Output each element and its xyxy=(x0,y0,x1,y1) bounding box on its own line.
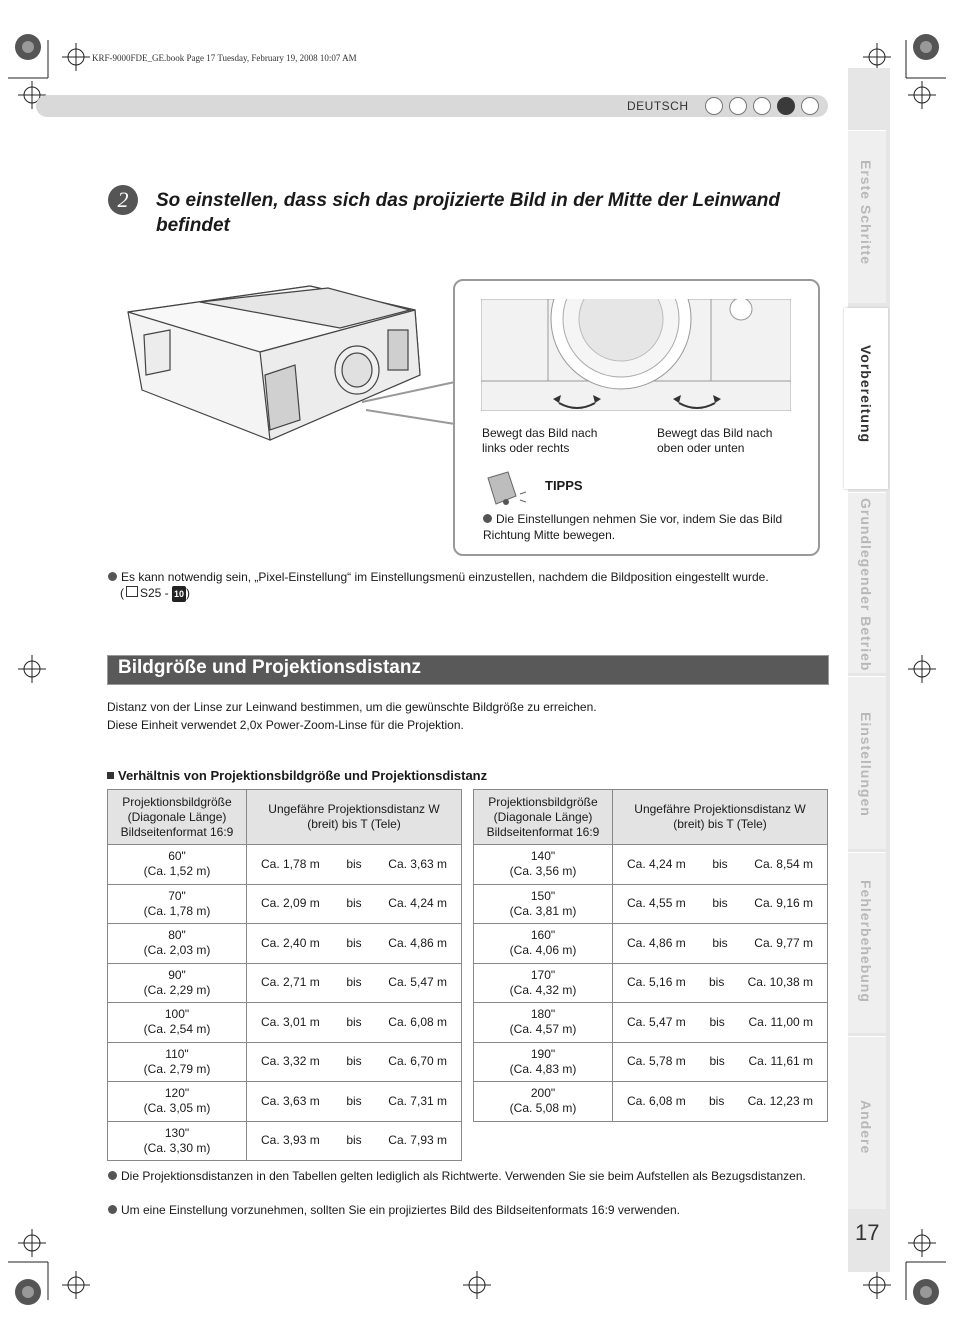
pixel-note: Es kann notwendig sein, „Pixel-Einstellung“ im Einstellungsmenü einzustellen, nachdem die Bildposition eingestellt wurde. ( S25 - 10 ) xyxy=(108,569,818,602)
distance-bis: bis xyxy=(712,935,728,950)
distance-tele: Ca. 7,93 m xyxy=(388,1133,447,1148)
distance-wide: Ca. 3,32 m xyxy=(261,1054,320,1069)
size-inches: 140" xyxy=(530,849,556,864)
size-meters: (Ca. 4,83 m) xyxy=(509,1061,577,1076)
distance-wide: Ca. 4,86 m xyxy=(627,935,686,950)
page-number: 17 xyxy=(855,1220,880,1245)
size-meters: (Ca. 3,56 m) xyxy=(509,864,577,879)
col-header-distance: Ungefähre Projektionsdistanz W (breit) bis T (Tele) xyxy=(613,790,828,845)
distance-tele: Ca. 3,63 m xyxy=(388,856,447,871)
footnote-text: Die Projektionsdistanzen in den Tabellen gelten lediglich als Richtwerte. Verwenden Sie sie beim Aufstellen als Bezugsdistanzen. xyxy=(121,1169,806,1183)
distance-bis: bis xyxy=(346,935,362,950)
distance-cell xyxy=(613,884,828,924)
distance-tele: Ca. 11,61 m xyxy=(748,1054,813,1069)
chapter-dot-1 xyxy=(705,97,723,115)
distance-wide: Ca. 1,78 m xyxy=(261,856,320,871)
tips-label: TIPPS xyxy=(545,478,583,493)
distance-cell xyxy=(613,963,828,1003)
table-row xyxy=(108,1121,462,1161)
ref-badge: 10 xyxy=(172,586,186,602)
table-row xyxy=(108,924,462,964)
distance-bis: bis xyxy=(709,1014,725,1029)
side-tab-label: Vorbereitung xyxy=(858,345,874,444)
size-inches: 100" xyxy=(164,1007,190,1022)
size-cell xyxy=(474,1003,613,1043)
size-meters: (Ca. 2,79 m) xyxy=(143,1061,211,1076)
distance-wide: Ca. 4,24 m xyxy=(627,856,686,871)
side-tab-label: Andere xyxy=(858,1100,874,1155)
distance-tele: Ca. 12,23 m xyxy=(747,1093,813,1108)
distance-wide: Ca. 4,55 m xyxy=(627,896,686,911)
size-cell xyxy=(474,924,613,964)
size-meters: (Ca. 1,52 m) xyxy=(143,864,211,879)
size-inches: 70" xyxy=(168,888,186,903)
distance-bis: bis xyxy=(346,975,362,990)
distance-cell xyxy=(613,1082,828,1122)
size-meters: (Ca. 5,08 m) xyxy=(509,1101,577,1116)
size-cell xyxy=(108,1003,247,1043)
step-title: So einstellen, dass sich das projizierte Bild in der Mitte der Leinwand befindet xyxy=(156,190,780,236)
distance-tele: Ca. 9,77 m xyxy=(754,935,813,950)
distance-cell xyxy=(613,845,828,885)
section-title: Bildgröße und Projektionsdistanz xyxy=(118,657,421,678)
size-meters: (Ca. 1,78 m) xyxy=(143,903,211,918)
col-header-size: Projektionsbildgröße (Diagonale Länge) Bildseitenformat 16:9 xyxy=(108,790,247,845)
chapter-dot-3 xyxy=(753,97,771,115)
distance-cell xyxy=(613,924,828,964)
size-meters: (Ca. 3,81 m) xyxy=(509,903,577,918)
table-row xyxy=(474,924,828,964)
table-row xyxy=(108,1042,462,1082)
step-number-badge: 2 xyxy=(108,185,138,215)
distance-tele: Ca. 5,47 m xyxy=(388,975,447,990)
size-inches: 150" xyxy=(530,888,556,903)
distance-cell xyxy=(247,845,462,885)
size-cell xyxy=(474,963,613,1003)
size-inches: 60" xyxy=(168,849,186,864)
lens-shift-dials-diagram xyxy=(481,299,791,411)
size-cell xyxy=(474,845,613,885)
size-meters: (Ca. 4,06 m) xyxy=(509,943,577,958)
col-header-size: Projektionsbildgröße (Diagonale Länge) Bildseitenformat 16:9 xyxy=(474,790,613,845)
distance-cell xyxy=(247,924,462,964)
distance-bis: bis xyxy=(346,1014,362,1029)
distance-tele: Ca. 10,38 m xyxy=(747,975,813,990)
size-meters: (Ca. 4,32 m) xyxy=(509,982,577,997)
distance-table-left xyxy=(107,789,462,1161)
bell-icon xyxy=(482,466,530,510)
distance-bis: bis xyxy=(346,1133,362,1148)
size-cell xyxy=(108,845,247,885)
table-row xyxy=(474,1042,828,1082)
size-cell xyxy=(108,1042,247,1082)
distance-wide: Ca. 2,40 m xyxy=(261,935,320,950)
distance-wide: Ca. 5,47 m xyxy=(627,1014,686,1029)
distance-wide: Ca. 5,78 m xyxy=(627,1054,686,1069)
distance-bis: bis xyxy=(346,896,362,911)
footnote-2 xyxy=(108,1202,808,1218)
section-intro-1: Distanz von der Linse zur Leinwand bestimmen, um die gewünschte Bildgröße zu erreichen. xyxy=(107,700,597,714)
distance-cell xyxy=(247,1042,462,1082)
distance-bis: bis xyxy=(712,856,728,871)
table-row xyxy=(108,884,462,924)
callout-connector xyxy=(360,380,460,430)
side-tab-label: Einstellungen xyxy=(858,712,874,817)
size-inches: 180" xyxy=(530,1007,556,1022)
table-row xyxy=(108,1003,462,1043)
footnote-text: Um eine Einstellung vorzunehmen, sollten Sie ein projiziertes Bild des Bildseitenformats 16:9 verwenden. xyxy=(121,1203,680,1217)
ref-page[interactable]: S25 - xyxy=(140,586,169,600)
distance-tele: Ca. 4,86 m xyxy=(388,935,447,950)
distance-bis: bis xyxy=(709,1054,725,1069)
distance-cell xyxy=(247,1121,462,1161)
bullet-icon xyxy=(483,514,492,523)
size-inches: 190" xyxy=(530,1046,556,1061)
col-header-distance: Ungefähre Projektionsdistanz W (breit) bis T (Tele) xyxy=(247,790,462,845)
chapter-dot-4-active xyxy=(777,97,795,115)
size-meters: (Ca. 2,29 m) xyxy=(143,982,211,997)
distance-cell xyxy=(247,1082,462,1122)
size-cell xyxy=(108,924,247,964)
language-label: DEUTSCH xyxy=(627,99,689,113)
square-bullet-icon xyxy=(107,772,114,779)
bullet-icon xyxy=(108,1171,117,1180)
table-heading-text: Verhältnis von Projektionsbildgröße und Projektionsdistanz xyxy=(118,768,488,783)
size-meters: (Ca. 4,57 m) xyxy=(509,1022,577,1037)
print-meta: KRF-9000FDE_GE.book Page 17 Tuesday, February 19, 2008 10:07 AM xyxy=(92,53,357,63)
footnote-1 xyxy=(108,1168,808,1184)
section-intro-2: Diese Einheit verwendet 2,0x Power-Zoom-Linse für die Projektion. xyxy=(107,718,464,732)
size-cell xyxy=(108,1082,247,1122)
size-cell xyxy=(108,963,247,1003)
table-row xyxy=(108,963,462,1003)
size-meters: (Ca. 2,54 m) xyxy=(143,1022,211,1037)
size-inches: 130" xyxy=(164,1125,190,1140)
caption-up-down: Bewegt das Bild nach oben oder unten xyxy=(657,426,773,455)
side-tab-label: Fehlerbehebung xyxy=(858,880,874,1003)
distance-bis: bis xyxy=(708,975,725,990)
distance-bis: bis xyxy=(708,1093,725,1108)
size-cell xyxy=(108,1121,247,1161)
table-row xyxy=(474,1003,828,1043)
size-inches: 120" xyxy=(164,1086,190,1101)
distance-wide: Ca. 5,16 m xyxy=(627,975,686,990)
distance-bis: bis xyxy=(712,896,728,911)
side-tab-label: Grundlegender Betrieb xyxy=(858,498,874,672)
table-row xyxy=(108,845,462,885)
size-cell xyxy=(108,884,247,924)
distance-tele: Ca. 4,24 m xyxy=(388,896,447,911)
distance-tele: Ca. 6,70 m xyxy=(388,1054,447,1069)
size-inches: 160" xyxy=(530,928,556,943)
table-row xyxy=(474,1082,828,1122)
distance-tele: Ca. 11,00 m xyxy=(748,1014,813,1029)
size-cell xyxy=(474,1042,613,1082)
table-row xyxy=(108,1082,462,1122)
size-cell xyxy=(474,1082,613,1122)
tips-text: Die Einstellungen nehmen Sie vor, indem Sie das Bild Richtung Mitte bewegen. xyxy=(483,512,783,542)
chapter-dot-5 xyxy=(801,97,819,115)
distance-bis: bis xyxy=(346,856,362,871)
size-meters: (Ca. 3,05 m) xyxy=(143,1101,211,1116)
distance-wide: Ca. 3,63 m xyxy=(261,1093,320,1108)
size-cell xyxy=(474,884,613,924)
bullet-icon xyxy=(108,1205,117,1214)
size-meters: (Ca. 3,30 m) xyxy=(143,1140,211,1155)
distance-table-right xyxy=(473,789,828,1122)
distance-cell xyxy=(247,1003,462,1043)
distance-tele: Ca. 8,54 m xyxy=(754,856,813,871)
bullet-icon xyxy=(108,572,117,581)
caption-left-right: Bewegt das Bild nach links oder rechts xyxy=(482,426,598,455)
distance-cell xyxy=(613,1003,828,1043)
distance-cell xyxy=(247,884,462,924)
table-heading xyxy=(107,768,487,783)
pixel-note-text: Es kann notwendig sein, „Pixel-Einstellung“ im Einstellungsmenü einzustellen, nachdem die Bildposition eingestellt wurde. xyxy=(121,570,769,584)
distance-tele: Ca. 6,08 m xyxy=(388,1014,447,1029)
distance-wide: Ca. 3,93 m xyxy=(261,1133,320,1148)
distance-wide: Ca. 2,71 m xyxy=(261,975,320,990)
distance-wide: Ca. 2,09 m xyxy=(261,896,320,911)
table-row xyxy=(474,845,828,885)
size-inches: 90" xyxy=(168,967,186,982)
distance-wide: Ca. 3,01 m xyxy=(261,1014,320,1029)
size-meters: (Ca. 2,03 m) xyxy=(143,943,211,958)
distance-wide: Ca. 6,08 m xyxy=(627,1093,686,1108)
chapter-dot-2 xyxy=(729,97,747,115)
distance-cell xyxy=(247,963,462,1003)
size-inches: 80" xyxy=(168,928,186,943)
distance-tele: Ca. 9,16 m xyxy=(754,896,813,911)
distance-cell xyxy=(613,1042,828,1082)
tips-bullet xyxy=(483,511,803,543)
distance-bis: bis xyxy=(346,1054,362,1069)
size-inches: 170" xyxy=(530,967,556,982)
distance-bis: bis xyxy=(346,1093,362,1108)
size-inches: 200" xyxy=(530,1086,556,1101)
book-icon xyxy=(126,586,138,597)
size-inches: 110" xyxy=(165,1046,189,1061)
distance-tele: Ca. 7,31 m xyxy=(388,1093,447,1108)
table-row xyxy=(474,963,828,1003)
table-row xyxy=(474,884,828,924)
side-tab-label: Erste Schritte xyxy=(858,160,874,266)
